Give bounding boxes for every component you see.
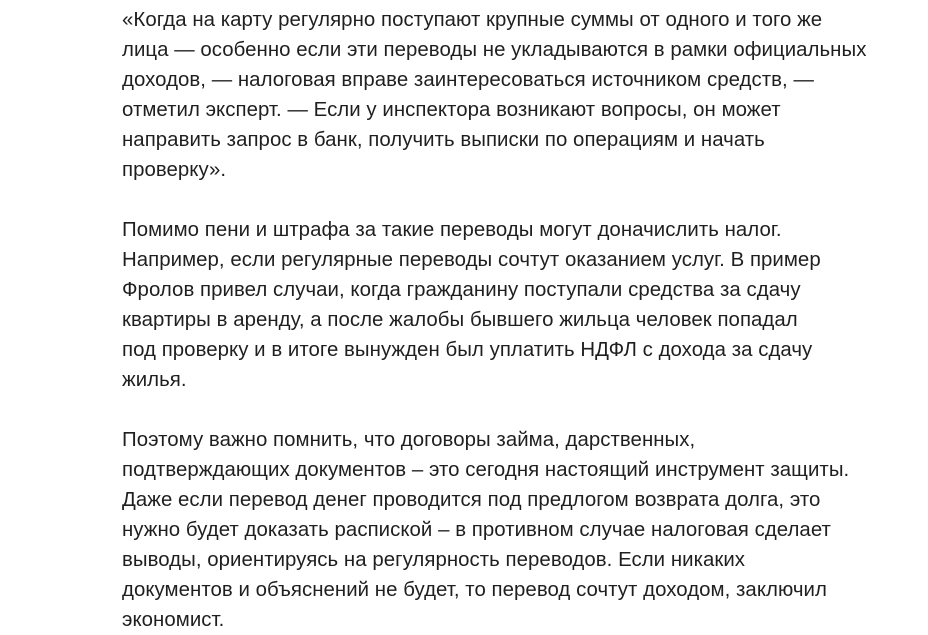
text-line: нужно будет доказать распиской – в противном случае налоговая сделает (122, 519, 831, 541)
text-line: под проверку и в итоге вынужден был уплатить НДФЛ с дохода за сдачу (122, 339, 813, 361)
text-line: подтверждающих документов – это сегодня настоящий инструмент защиты. (122, 459, 850, 481)
text-line: проверку». (122, 159, 227, 181)
text-line: Например, если регулярные переводы сочтут оказанием услуг. В пример (122, 249, 821, 271)
text-line: «Когда на карту регулярно поступают крупные суммы от одного и того же (122, 9, 823, 31)
text-line: квартиры в аренду, а после жалобы бывшего жильца человек попадал (122, 309, 798, 331)
text-line: Даже если перевод денег проводится под предлогом возврата долга, это (122, 489, 821, 511)
paragraph-expert-quote (122, 5, 912, 185)
text-line: выводы, ориентируясь на регулярность переводов. Если никаких (122, 549, 746, 571)
text-line: экономист. (122, 609, 225, 631)
text-line: жилья. (122, 369, 187, 391)
paragraph-documents-advice (122, 425, 912, 635)
text-line: документов и объяснений не будет, то перевод сочтут доходом, заключил (122, 579, 827, 601)
text-line: Помимо пени и штрафа за такие переводы могут доначислить налог. (122, 219, 782, 241)
text-line: Поэтому важно помнить, что договоры займа, дарственных, (122, 429, 696, 451)
article-body (122, 5, 912, 635)
text-line: доходов, — налоговая вправе заинтересоваться источником средств, — (122, 69, 814, 91)
text-line: Фролов привел случаи, когда гражданину поступали средства за сдачу (122, 279, 801, 301)
paragraph-tax-charges (122, 215, 912, 395)
text-line: отметил эксперт. — Если у инспектора возникают вопросы, он может (122, 99, 781, 121)
text-line: лица — особенно если эти переводы не укладываются в рамки официальных (122, 39, 867, 61)
text-line: направить запрос в банк, получить выписки по операциям и начать (122, 129, 765, 151)
